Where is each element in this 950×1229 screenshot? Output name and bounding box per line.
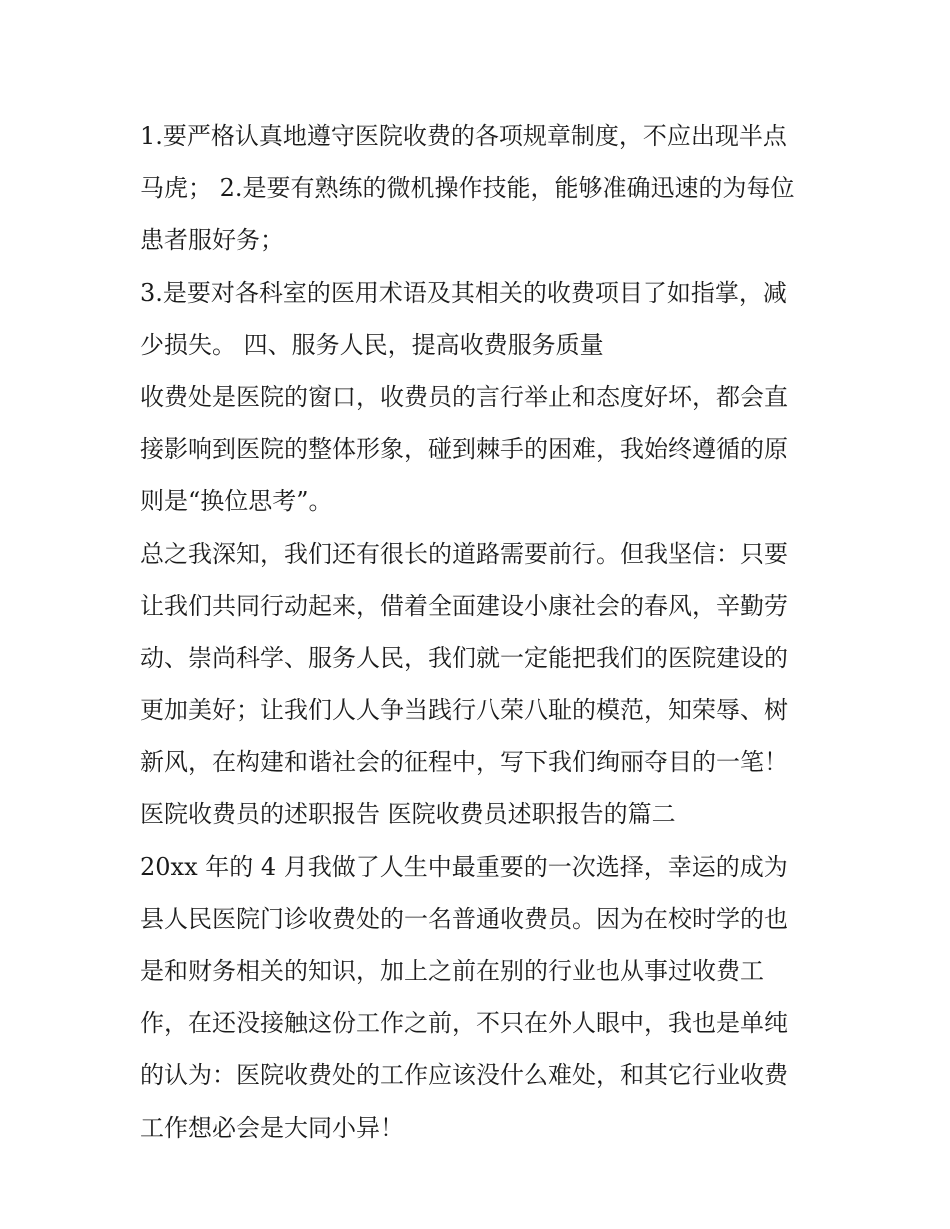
text-line: 是和财务相关的知识，加上之前在别的行业也从事过收费工 <box>140 957 764 985</box>
text-line: 的认为：医院收费处的工作应该没什么难处，和其它行业收费 <box>140 1061 788 1090</box>
text-line: 接影响到医院的整体形象，碰到棘手的困难，我始终遵循的原 <box>140 435 788 464</box>
text-line: 工作想必会是大同小异！ <box>140 1113 404 1142</box>
document-body <box>140 110 820 1154</box>
text-line: 县人民医院门诊收费处的一名普通收费员。因为在校时学的也 <box>140 904 788 933</box>
section-heading: 医院收费员的述职报告 医院收费员述职报告的篇二 <box>140 800 676 829</box>
text-line: 新风，在构建和谐社会的征程中，写下我们绚丽夺目的一笔！ <box>140 748 788 777</box>
text-line: 作，在还没接触这份工作之前，不只在外人眼中，我也是单纯 <box>140 1009 788 1038</box>
text-line: 少损失。 四、服务人民，提高收费服务质量 <box>140 330 604 359</box>
text-line: 马虎； 2.是要有熟练的微机操作技能，能够准确迅速的为每位 <box>140 174 795 203</box>
text-line: 收费处是医院的窗口，收费员的言行举止和态度好坏，都会直 <box>140 382 788 411</box>
text-line: 则是“换位思考”。 <box>140 487 333 516</box>
text-line: 患者服好务； <box>140 226 284 255</box>
text-line: 动、崇尚科学、服务人民，我们就一定能把我们的医院建设的 <box>140 643 788 672</box>
text-line: 总之我深知，我们还有很长的道路需要前行。但我坚信：只要 <box>140 539 788 568</box>
text-line: 1.要严格认真地遵守医院收费的各项规章制度，不应出现半点 <box>140 122 787 150</box>
text-line: 3.是要对各科室的医用术语及其相关的收费项目了如指掌，减 <box>140 278 787 307</box>
text-line: 更加美好；让我们人人争当践行八荣八耻的模范，知荣辱、树 <box>140 696 788 725</box>
text-line: 让我们共同行动起来，借着全面建设小康社会的春风，辛勤劳 <box>140 591 788 620</box>
text-line: 20xx 年的 4 月我做了人生中最重要的一次选择，幸运的成为 <box>140 852 788 881</box>
